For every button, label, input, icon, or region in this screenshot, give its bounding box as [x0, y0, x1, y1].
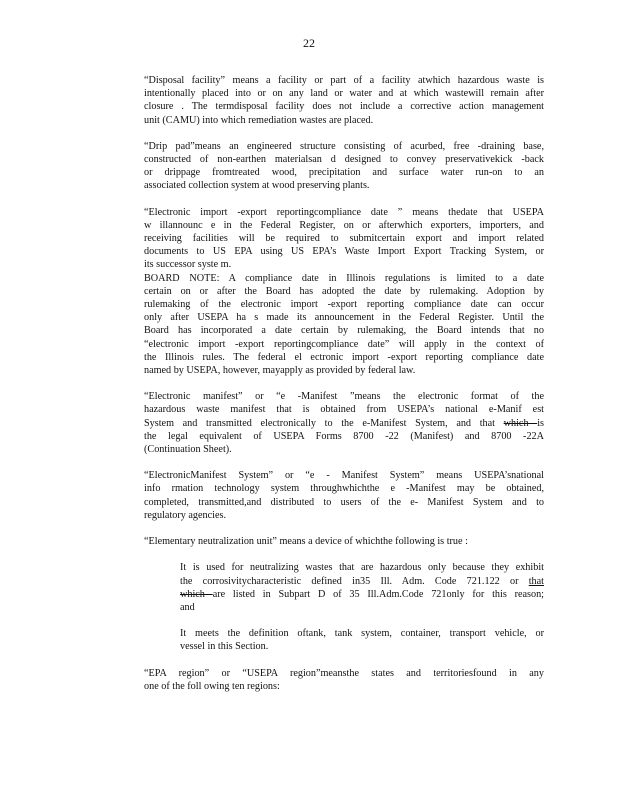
definition-disposal-facility [144, 74, 544, 127]
text-line: closure . The termdisposal facility does not include a corrective action management [144, 101, 544, 113]
text-line: completed, transmitted,and distributed to users of the e- Manifest System and to [144, 496, 544, 508]
text-line: constructed of non-earthen materialsan d designed to convey preservativekick -back [144, 154, 544, 166]
text-line: the legal equivalent of USEPA Forms 8700 -22 (Manifest) and 8700 -22A [144, 430, 544, 442]
definition-electronic-manifest-system [144, 469, 544, 522]
board-note-line: certain on or after the Board has adopted the date by rulemaking. Adoption by [144, 285, 544, 297]
text-segment: are listed in Subpart D of 35 Ill.Adm.Code 721only for this reason; [212, 588, 545, 600]
text-line: intentionally placed into or on any land or water and at which wastewill remain after [144, 88, 544, 100]
text-line: receiving facilities will be required to submitcertain export and import related [144, 233, 544, 245]
text-line [144, 417, 544, 430]
text-line: “EPA region” or “USEPA region”meansthe states and territoriesfound in any [144, 667, 544, 679]
text-line: its successor syste m. [144, 259, 232, 271]
list-item [180, 561, 544, 614]
struck-text: which [180, 588, 213, 600]
board-note-line: only after USEPA ha s made its announcement in the Federal Register. Until the [144, 312, 544, 324]
board-note-line: named by USEPA, however, mayapply as provided by federal law. [144, 365, 416, 377]
text-line: one of the foll owing ten regions: [144, 680, 280, 692]
text-line: vessel in this Section. [180, 641, 269, 653]
text-line: It is used for neutralizing wastes that are hazardous only because they exhibit [180, 562, 544, 574]
text-line: regulatory agencies. [144, 509, 227, 521]
definition-drip-pad [144, 140, 544, 193]
text-line: or drippage fromtreated wood, precipitation and surface water run-on to an [144, 167, 544, 179]
text-line: “Drip pad”means an engineered structure consisting of acurbed, free -draining base, [144, 140, 544, 152]
board-note-line: Board has incorporated a date certain by rulemaking, the Board intends that no [144, 325, 544, 337]
text-line: “Disposal facility” means a facility or part of a facility atwhich hazardous waste is [144, 75, 544, 86]
text-line: w illannounc e in the Federal Register, on or afterwhich exporters, importers, and [144, 219, 544, 231]
struck-text: which [503, 417, 538, 429]
text-line: info rmation technology system throughwhichthe e -Manifest may be obtained, [144, 483, 544, 495]
text-line: “Elementary neutralization unit” means a device of whichthe following is true : [144, 536, 468, 548]
definition-elementary-neutralization-unit [144, 535, 544, 548]
text-segment: is [537, 417, 544, 429]
text-line: “Electronic manifest” or “e -Manifest ”means the electronic format of the [144, 391, 544, 403]
page-number: 22 [303, 36, 315, 50]
document-body [144, 74, 544, 706]
text-line [180, 575, 544, 588]
text-line: “ElectronicManifest System” or “e - Manifest System” means USEPA’snational [144, 470, 544, 482]
definition-electronic-manifest [144, 390, 544, 456]
board-note-line: rulemaking of the electronic import -export reporting compliance date can occur [144, 299, 544, 311]
board-note-line: BOARD NOTE: A compliance date in Illinois regulations is limited to a date [144, 272, 544, 284]
text-line: “Electronic import -export reportingcompliance date ” means thedate that USEPA [144, 206, 544, 218]
board-note-line: “electronic import -export reportingcompliance date” will apply in the context of [144, 338, 544, 350]
text-line: (Continuation Sheet). [144, 444, 232, 456]
text-line: documents to US EPA using US EPA’s Waste Import Export Tracking System, or [144, 246, 544, 258]
list-item [180, 627, 544, 653]
text-segment: System and transmitted electronically to the e-Manifest System, and that [144, 417, 504, 429]
definition-epa-region [144, 667, 544, 693]
underlined-text: that [528, 575, 544, 587]
text-segment: the corrosivitycharacteristic defined in35 Ill. Adm. Code 721.122 or [180, 575, 529, 587]
text-line: It meets the definition oftank, tank system, container, transport vehicle, or [180, 628, 544, 640]
definition-electronic-import-export-date [144, 206, 544, 378]
text-line [180, 588, 544, 601]
text-line: and [180, 601, 195, 613]
text-line: hazardous waste manifest that is obtained from USEPA’s national e-Manif est [144, 404, 544, 416]
text-line: associated collection system at wood preserving plants. [144, 180, 370, 192]
text-line: unit (CAMU) into which remediation wastes are placed. [144, 114, 374, 126]
board-note-line: the Illinois rules. The federal el ectronic import -export reporting compliance date [144, 351, 544, 363]
